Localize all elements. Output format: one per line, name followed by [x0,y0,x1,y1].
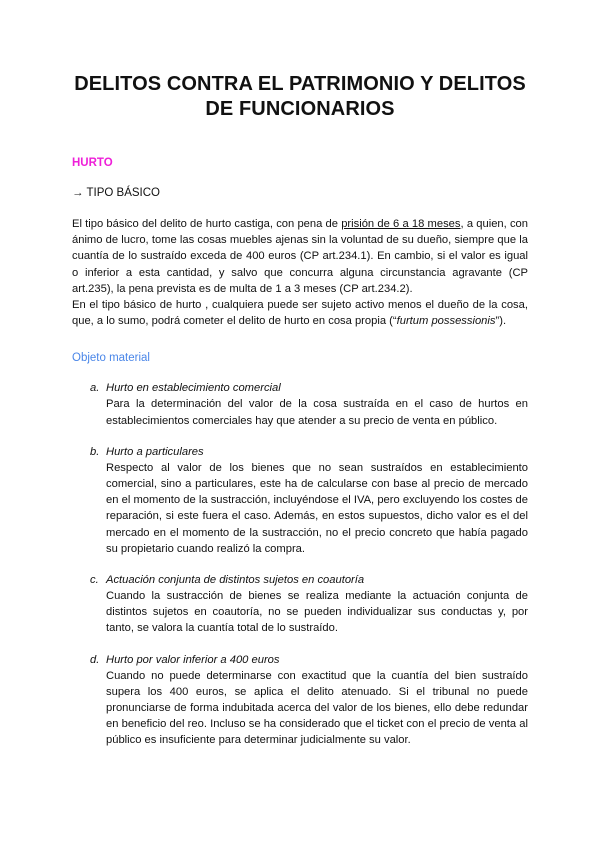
object-material-heading: Objeto material [72,352,150,365]
intro-text-start: El tipo básico del delito de hurto castiga, con pena de [72,218,342,230]
intro-text-end: , a quien, con ánimo de lucro, tome las cosas muebles ajenas sin la voluntad de su dueño, siempre que la cuantía de lo sustraído exceda de 400 euros (CP art.234.1). En cambio, si el valor es igual o inferior a esta cantidad, y salvo que concurra alguna circunstancia agravante (CP art.235), la pena prevista es de multa de 1 a 3 meses (CP art.234.2). [72,218,529,295]
second-text-end: ”). [495,315,507,328]
list-item-body [106,653,528,749]
intro-paragraph [72,216,528,297]
list-item-title: Hurto por valor inferior a 400 euros [106,653,280,666]
list-item-text: Cuando la sustracción de bienes se realiza mediante la actuación conjunta de distintos sujetos en coautoría, no se pueden individualizar sus conductas y, por tanto, se valora la cuantía total de lo sustraído. [106,590,528,635]
subsection-tipo-basico: → TIPO BÁSICO [72,187,160,199]
second-text-start: En el tipo básico de hurto , cualquiera puede ser sujeto activo menos el dueño de la cosa, que, a lo sumo, podrá cometer el delito de hurto en cosa propia (“ [72,299,528,328]
list-item-body [106,381,528,428]
list-item [72,573,528,637]
list-item-body [106,445,528,557]
list-item [72,445,528,557]
document-title: DELITOS CONTRA EL PATRIMONIO Y DELITOS DE FUNCIONARIOS [74,73,526,120]
list-item-title: Actuación conjunta de distintos sujetos en coautoría [106,574,365,587]
second-paragraph [72,297,528,329]
list-item-body [106,573,528,637]
spacer [72,329,528,351]
list-item [72,381,528,428]
list-item-title: Hurto a particulares [106,445,204,458]
list-item-text: Respecto al valor de los bienes que no sean sustraídos en establecimiento comercial, sino a particulares, este ha de calcularse con base al precio de mercado en el momento de la sustracción, incluyéndose el IVA, pero excluyendo los costes de reparación, si este fuera el caso. Además, en estos supuestos, dicho valor es el del mercado en el momento de la sustracción, no el precio concreto que había pagado su propietario cuando realizó la compra. [106,461,528,555]
second-italic-term: furtum possessionis [396,315,496,328]
list-item-letter: c. [90,574,99,587]
list-item-text: Cuando no puede determinarse con exactitud que la cuantía del bien sustraído supera los 400 euros, se aplica el delito atenuado. Si el tribunal no puede pronunciarse de forma indubitada acerca del valor de los bienes, ello debe redundar en beneficio del reo. Incluso se ha considerado que el ticket con el precio de venta al público es insuficiente para determinar judicialmente su valor. [106,669,528,747]
list-item-letter: a. [90,382,100,395]
list-item-text: Para la determinación del valor de la cosa sustraída en el caso de hurtos en establecimientos comerciales hay que atender a su precio de venta en público. [106,398,528,427]
section-heading-hurto: HURTO [72,157,113,169]
list-item-letter: d. [90,653,100,666]
intro-underlined-penalty: prisión de 6 a 18 meses [341,218,461,230]
list-item-title: Hurto en establecimiento comercial [106,382,281,395]
list-item-letter: b. [90,445,100,458]
list-item [72,653,528,749]
